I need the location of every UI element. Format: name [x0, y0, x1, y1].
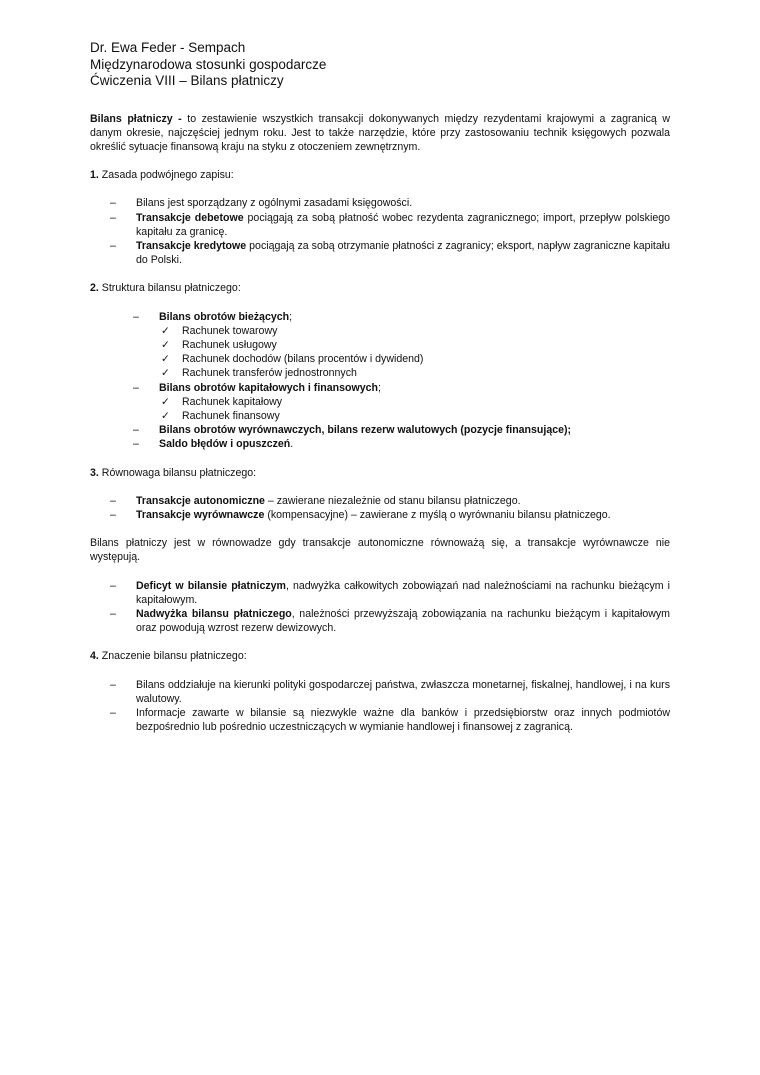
section-2-list — [90, 310, 670, 452]
item-text: . — [290, 438, 294, 451]
section-4-title: Znaczenie bilansu płatniczego: — [98, 650, 247, 663]
dash-icon: – — [133, 381, 139, 394]
item-bold: Transakcje kredytowe — [136, 239, 247, 252]
list-item-errors — [90, 437, 670, 451]
checkmark-icon: ✓ — [161, 367, 170, 380]
sublist-item — [136, 366, 670, 380]
item-text: pociągają za sobą otrzymanie płatności z zagranicy; eksport, napływ zagraniczne kapitału do Polski. — [136, 239, 671, 267]
section-2-number: 2. — [90, 282, 99, 295]
list-item — [90, 494, 670, 508]
intro-paragraph — [90, 112, 670, 155]
item-bold: Bilans obrotów wyrównawczych, bilans rezerw walutowych (pozycje finansujące); — [159, 424, 572, 437]
item-text: (kompensacyjne) – zawierane z myślą o wyrównaniu bilansu płatniczego. — [264, 508, 611, 521]
list-item — [90, 706, 670, 734]
sublist-item — [136, 409, 670, 423]
list-item — [90, 607, 670, 635]
sublist-item-text: Rachunek finansowy — [182, 409, 280, 422]
item-bold: Nadwyżka bilansu płatniczego — [136, 607, 292, 620]
author-line: Dr. Ewa Feder - Sempach — [90, 40, 246, 55]
intro-text: to zestawienie wszystkich transakcji dokonywanych między rezydentami krajowymi a zagranicą w danym okresie, najczęściej jednym roku. Jest to także narzędzie, które przy zastosowaniu technik księgowych pozwala określić sytuacje finansową kraju na styku z otoczeniem zewnętrznym. — [90, 112, 670, 153]
section-1-list — [90, 196, 670, 267]
checkmark-icon: ✓ — [161, 324, 170, 337]
item-text: , należności przewyższają zobowiązania na rachunku bieżącym i kapitałowym oraz powodują wzrost rezerw dewizowych. — [136, 607, 670, 635]
section-3-number: 3. — [90, 466, 99, 479]
item-text: Bilans jest sporządzany z ogólnymi zasadami księgowości. — [136, 197, 413, 210]
checkmark-icon: ✓ — [161, 353, 170, 366]
exercise-title: Ćwiczenia VIII – Bilans płatniczy — [90, 73, 284, 88]
item-bold: Transakcje debetowe — [136, 211, 244, 224]
dash-icon: – — [133, 438, 139, 451]
sublist-item-text: Rachunek dochodów (bilans procentów i dywidend) — [182, 353, 424, 366]
sublist-item — [136, 338, 670, 352]
dash-icon: – — [133, 310, 139, 323]
capital-account-sublist — [136, 395, 670, 423]
sublist-item — [136, 395, 670, 409]
sublist-item — [136, 324, 670, 338]
dash-icon: – — [110, 678, 116, 691]
item-bold: Transakcje autonomiczne — [136, 494, 265, 507]
section-4-list — [90, 678, 670, 735]
list-item — [90, 579, 670, 607]
document-page — [90, 40, 670, 734]
section-4-heading — [90, 649, 670, 663]
section-3-title: Równowaga bilansu płatniczego: — [98, 466, 257, 479]
item-text: – zawierane niezależnie od stanu bilansu płatniczego. — [264, 494, 521, 507]
section-3-list-2 — [90, 579, 670, 636]
section-3-heading — [90, 466, 670, 480]
item-bold: Saldo błędów i opuszczeń — [159, 438, 291, 451]
sublist-item-text: Rachunek usługowy — [182, 338, 277, 351]
course-line: Międzynarodowa stosunki gospodarcze — [90, 56, 327, 72]
item-text: pociągają za sobą płatność wobec rezydenta zagranicznego; import, przepływ polskiego kapitału za granicę. — [136, 211, 671, 238]
checkmark-icon: ✓ — [161, 409, 170, 422]
dash-icon: – — [110, 211, 116, 224]
list-item — [90, 508, 670, 522]
equilibrium-paragraph: Bilans płatniczy jest w równowadze gdy transakcje autonomiczne równoważą się, a transakcje wyrównawcze nie występują. — [90, 537, 670, 564]
dash-icon: – — [110, 707, 116, 719]
dash-icon: – — [110, 197, 116, 210]
item-text: ; — [377, 381, 381, 394]
list-item — [90, 239, 670, 267]
item-text: , nadwyżka całkowitych zobowiązań nad należnościami na rachunku bieżącym i kapitałowym. — [136, 579, 670, 606]
document-header — [90, 40, 670, 90]
list-item-capital-account — [90, 381, 670, 424]
item-text: Informacje zawarte w bilansie są niezwykle ważne dla banków i przedsiębiorstw oraz innych podmiotów bezpośrednio lub pośrednio uczestniczących w wymianie handlowej i finansowej z zagranicą. — [136, 707, 670, 734]
section-2-heading — [90, 281, 670, 295]
list-item — [90, 211, 670, 239]
item-bold: Bilans obrotów kapitałowych i finansowych — [159, 381, 378, 394]
sublist-item-text: Rachunek transferów jednostronnych — [182, 367, 357, 380]
item-text: Bilans oddziałuje na kierunki polityki gospodarczej państwa, zwłaszcza monetarnej, fiskalnej, handlowej, i na kurs walutowy. — [136, 678, 670, 705]
list-item-current-account — [90, 310, 670, 381]
dash-icon: – — [110, 239, 116, 252]
dash-icon: – — [110, 579, 116, 592]
list-item-compensating — [90, 423, 670, 437]
sublist-item-text: Rachunek towarowy — [182, 324, 278, 337]
section-2-title: Struktura bilansu płatniczego: — [98, 282, 241, 295]
section-1-title: Zasada podwójnego zapisu: — [98, 169, 234, 182]
list-item — [90, 678, 670, 706]
item-bold: Deficyt w bilansie płatniczym — [136, 579, 286, 592]
intro-term: Bilans płatniczy - — [90, 112, 182, 125]
section-4-number: 4. — [90, 650, 99, 663]
dash-icon: – — [110, 508, 116, 521]
sublist-item — [136, 352, 670, 366]
dash-icon: – — [110, 607, 116, 620]
checkmark-icon: ✓ — [161, 338, 170, 351]
current-account-sublist — [136, 324, 670, 381]
item-text: ; — [289, 310, 293, 323]
section-1-heading — [90, 168, 670, 182]
section-1-number: 1. — [90, 169, 99, 182]
list-item — [90, 196, 670, 210]
checkmark-icon: ✓ — [161, 395, 170, 408]
section-3-list — [90, 494, 670, 522]
item-bold: Transakcje wyrównawcze — [136, 508, 265, 521]
sublist-item-text: Rachunek kapitałowy — [182, 395, 283, 408]
dash-icon: – — [110, 494, 116, 507]
dash-icon: – — [133, 424, 139, 437]
item-bold: Bilans obrotów bieżących — [159, 310, 290, 323]
